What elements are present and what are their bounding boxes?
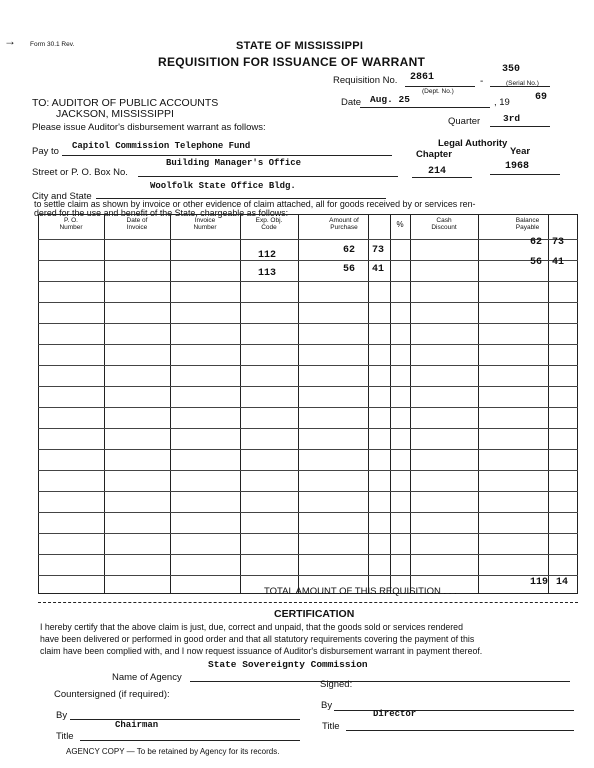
row-2-amount-cents: 41	[372, 264, 385, 275]
row-2-balance-cents: 41	[552, 257, 565, 268]
claim-text-1: to settle claim as shown by invoice or other evidence of claim attached, all for goods received by or services ren-	[34, 199, 476, 209]
total-cents: 14	[556, 577, 569, 588]
row-1-balance-cents: 73	[552, 237, 565, 248]
col-pct: %	[396, 220, 404, 229]
date-year-prefix: , 19	[494, 97, 510, 108]
certification-line-3: claim have been complied with, and I now request issuance of Auditor's disbursement warrant in payment thereof.	[40, 646, 483, 656]
dept-no-label: (Dept. No.)	[422, 88, 454, 95]
col-discount: Cash Discount	[431, 217, 457, 231]
page-title: REQUISITION FOR ISSUANCE OF WARRANT	[158, 55, 426, 69]
certification-line-1: I hereby certify that the above claim is just, due, correct and unpaid, that the goods sold or services rendered	[40, 622, 463, 632]
row-1-amount-cents: 73	[372, 245, 385, 256]
dash: -	[480, 76, 484, 87]
chapter-label: Chapter	[416, 149, 452, 160]
title-label-right: Title	[322, 721, 340, 732]
street-value: Building Manager's Office	[166, 158, 302, 168]
col-po: P. O. Number	[59, 217, 83, 231]
total-dollars: 119	[530, 577, 549, 588]
corner-mark: →	[4, 34, 16, 48]
chapter-value: 214	[428, 166, 447, 177]
state-heading: STATE OF MISSISSIPPI	[236, 40, 364, 52]
date-label: Date	[341, 97, 362, 108]
by-label-left: By	[56, 710, 68, 721]
certification-line-2: have been delivered or performed in good order and that all statutory requirements covering the payment of this	[40, 634, 475, 644]
claim-table	[38, 214, 578, 594]
city-value: Woolfolk State Office Bldg.	[150, 181, 296, 191]
pay-to-label: Pay to	[32, 146, 59, 157]
quarter-label: Quarter	[448, 116, 481, 127]
form-number: Form 30.1 Rev.	[30, 41, 75, 48]
to-line-2: JACKSON, MISSISSIPPI	[56, 108, 174, 120]
quarter-value: 3rd	[503, 113, 521, 124]
serial-no-label: (Serial No.)	[506, 80, 539, 87]
row-2-amount-dollars: 56	[343, 264, 356, 275]
col-amount: Amount of Purchase	[329, 217, 359, 231]
by-label-right: By	[321, 700, 333, 711]
col-balance: Balance Payable	[515, 217, 540, 231]
year-value: 1968	[505, 161, 530, 172]
row-1-code: 112	[258, 250, 277, 261]
street-label: Street or P. O. Box No.	[32, 167, 128, 178]
row-1-amount-dollars: 62	[343, 245, 356, 256]
serial-number: 350	[502, 64, 521, 75]
agency-label: Name of Agency	[112, 672, 182, 683]
col-date-invoice: Date of Invoice	[126, 217, 148, 231]
year-label: Year	[510, 146, 531, 157]
countersigned-label: Countersigned (if required):	[54, 689, 170, 700]
certification-heading: CERTIFICATION	[274, 608, 355, 620]
title-right-value: Director	[373, 709, 417, 719]
date-year: 69	[535, 92, 548, 103]
legal-authority-heading: Legal Authority	[438, 138, 508, 149]
pay-to-value: Capitol Commission Telephone Fund	[72, 141, 251, 151]
row-1-balance-dollars: 62	[530, 237, 543, 248]
title-label-left: Title	[56, 731, 74, 742]
col-invoice: Invoice Number	[193, 217, 217, 231]
agency-value: State Sovereignty Commission	[208, 659, 368, 670]
claim-text-2: dered for the use and benefit of the State, chargeable as follows:	[34, 208, 289, 218]
row-2-code: 113	[258, 268, 277, 279]
instruction-text: Please issue Auditor's disbursement warrant as follows:	[32, 122, 266, 133]
col-exp-code: Exp. Obj. Code	[255, 217, 283, 231]
city-label: City and State	[32, 191, 92, 202]
row-2-balance-dollars: 56	[530, 257, 543, 268]
signed-label: Signed:	[320, 679, 353, 690]
footer-note: AGENCY COPY — To be retained by Agency for its records.	[66, 747, 280, 756]
requisition-label: Requisition No.	[333, 75, 398, 86]
date-value: Aug. 25	[370, 94, 410, 105]
title-left-value: Chairman	[115, 720, 159, 730]
dept-number: 2861	[410, 72, 435, 83]
to-line-1: TO: AUDITOR OF PUBLIC ACCOUNTS	[32, 97, 219, 109]
total-label: TOTAL AMOUNT OF THIS REQUISITION . . .	[264, 586, 457, 597]
